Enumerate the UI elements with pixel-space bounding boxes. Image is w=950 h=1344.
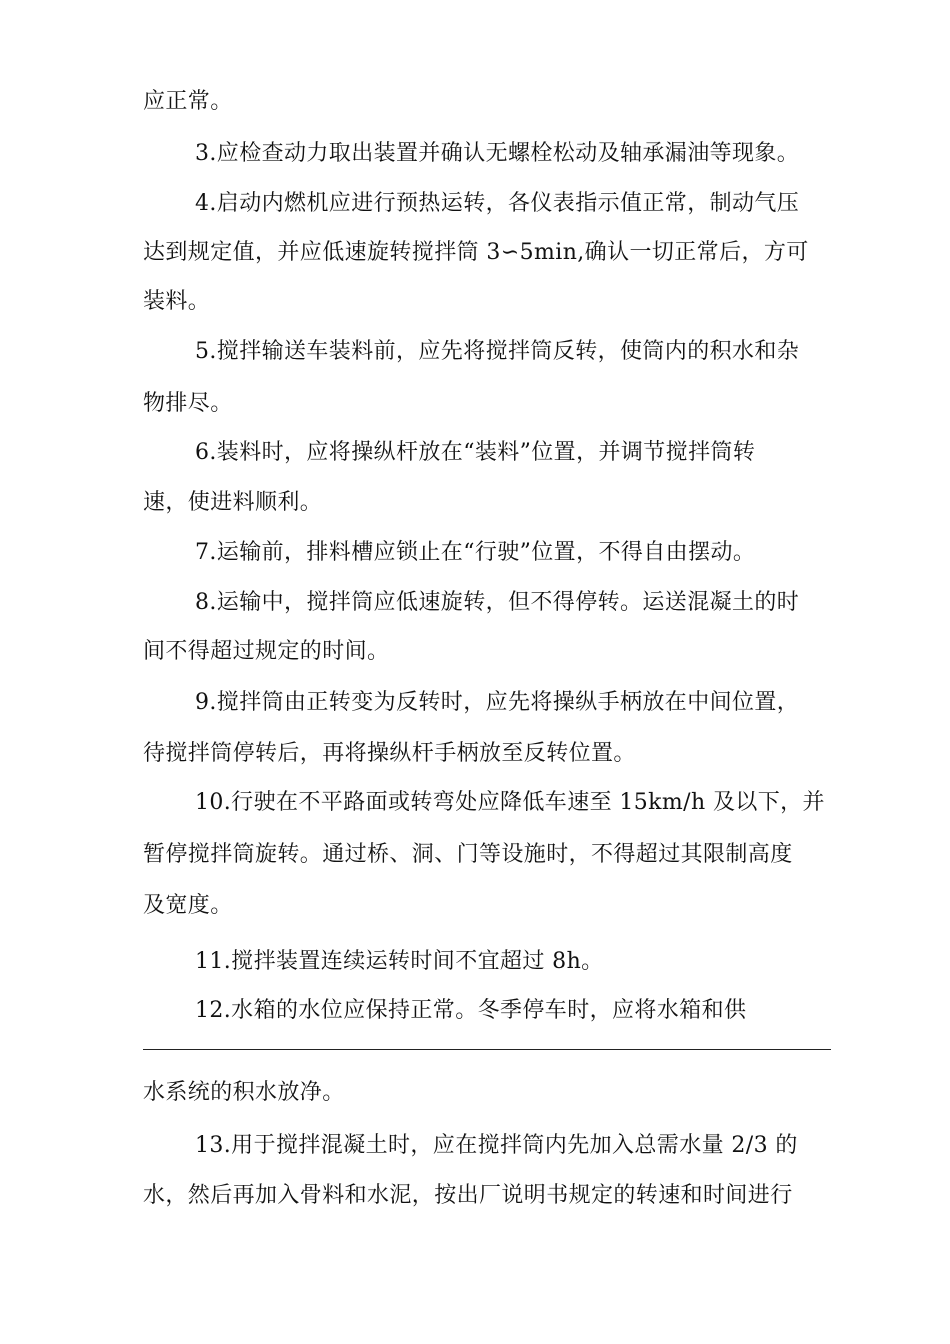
text-line: 间不得超过规定的时间。 <box>143 639 390 664</box>
text-line: 速，使进料顺利。 <box>143 490 323 515</box>
text-line: 待搅拌筒停转后，再将操纵杆手柄放至反转位置。 <box>143 741 636 766</box>
text-line: 达到规定值，并应低速旋转搅拌筒 3∽5min,确认一切正常后，方可 <box>143 240 809 265</box>
text-line: 11.搅拌装置连续运转时间不宜超过 8h。 <box>195 949 604 974</box>
text-line: 物排尽。 <box>143 391 233 416</box>
text-line: 及宽度。 <box>143 893 233 918</box>
text-line: 暂停搅拌筒旋转。通过桥、洞、门等设施时，不得超过其限制高度 <box>143 842 793 867</box>
text-line: 13.用于搅拌混凝土时，应在搅拌筒内先加入总需水量 2/3 的 <box>195 1133 798 1158</box>
text-line: 12.水箱的水位应保持正常。冬季停车时，应将水箱和供 <box>195 998 747 1023</box>
text-line: 6.装料时，应将操纵杆放在“装料”位置，并调节搅拌筒转 <box>195 440 756 465</box>
text-line: 水系统的积水放净。 <box>143 1080 345 1105</box>
text-line: 5.搅拌输送车装料前，应先将搅拌筒反转，使筒内的积水和杂 <box>195 339 800 364</box>
text-line: 4.启动内燃机应进行预热运转，各仪表指示值正常，制动气压 <box>195 191 800 216</box>
text-line: 应正常。 <box>143 89 233 114</box>
text-line: 7.运输前，排料槽应锁止在“行驶”位置，不得自由摆动。 <box>195 540 756 565</box>
text-line: 水，然后再加入骨料和水泥，按出厂说明书规定的转速和时间进行 <box>143 1183 793 1208</box>
page-break-divider <box>143 1049 831 1050</box>
text-line: 装料。 <box>143 289 211 314</box>
text-line: 10.行驶在不平路面或转弯处应降低车速至 15km/h 及以下，并 <box>195 790 825 815</box>
text-line: 3.应检查动力取出装置并确认无螺栓松动及轴承漏油等现象。 <box>195 141 800 166</box>
text-line: 8.运输中，搅拌筒应低速旋转，但不得停转。运送混凝土的时 <box>195 590 800 615</box>
text-line: 9.搅拌筒由正转变为反转时，应先将操纵手柄放在中间位置， <box>195 690 800 715</box>
